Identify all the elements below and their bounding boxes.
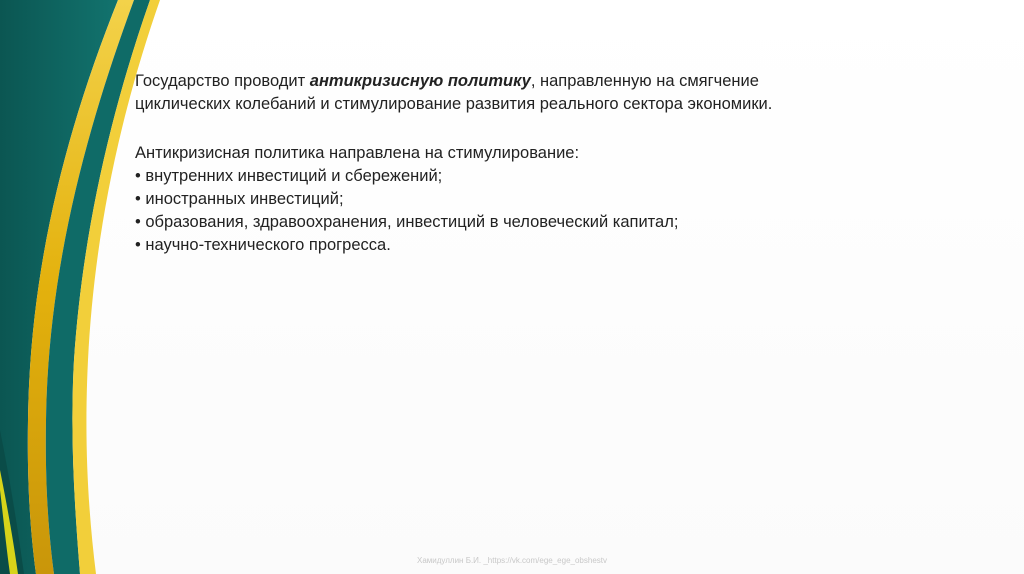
intro-text-end: , направленную на смягчение <box>530 72 759 90</box>
emphasis-anticrisis-policy: антикризисную политику <box>309 72 531 90</box>
policy-list-block <box>135 142 935 257</box>
footer-credit: Хамидуллин Б.И. _https://vk.com/ege_ege_obshestv <box>417 556 607 565</box>
intro-text-start: Государство проводит <box>135 72 310 90</box>
list-intro: Антикризисная политика направлена на стимулирование: <box>135 144 580 162</box>
list-item: • иностранных инвестиций; <box>135 190 344 208</box>
intro-paragraph <box>135 70 935 116</box>
list-item: • внутренних инвестиций и сбережений; <box>135 167 443 185</box>
intro-line-1 <box>135 70 935 93</box>
list-item: • образования, здравоохранения, инвестиций в человеческий капитал; <box>135 213 679 231</box>
intro-line-2: циклических колебаний и стимулирование развития реального сектора экономики. <box>135 95 773 113</box>
slide-content <box>135 70 935 283</box>
list-item: • научно-технического прогресса. <box>135 236 391 254</box>
